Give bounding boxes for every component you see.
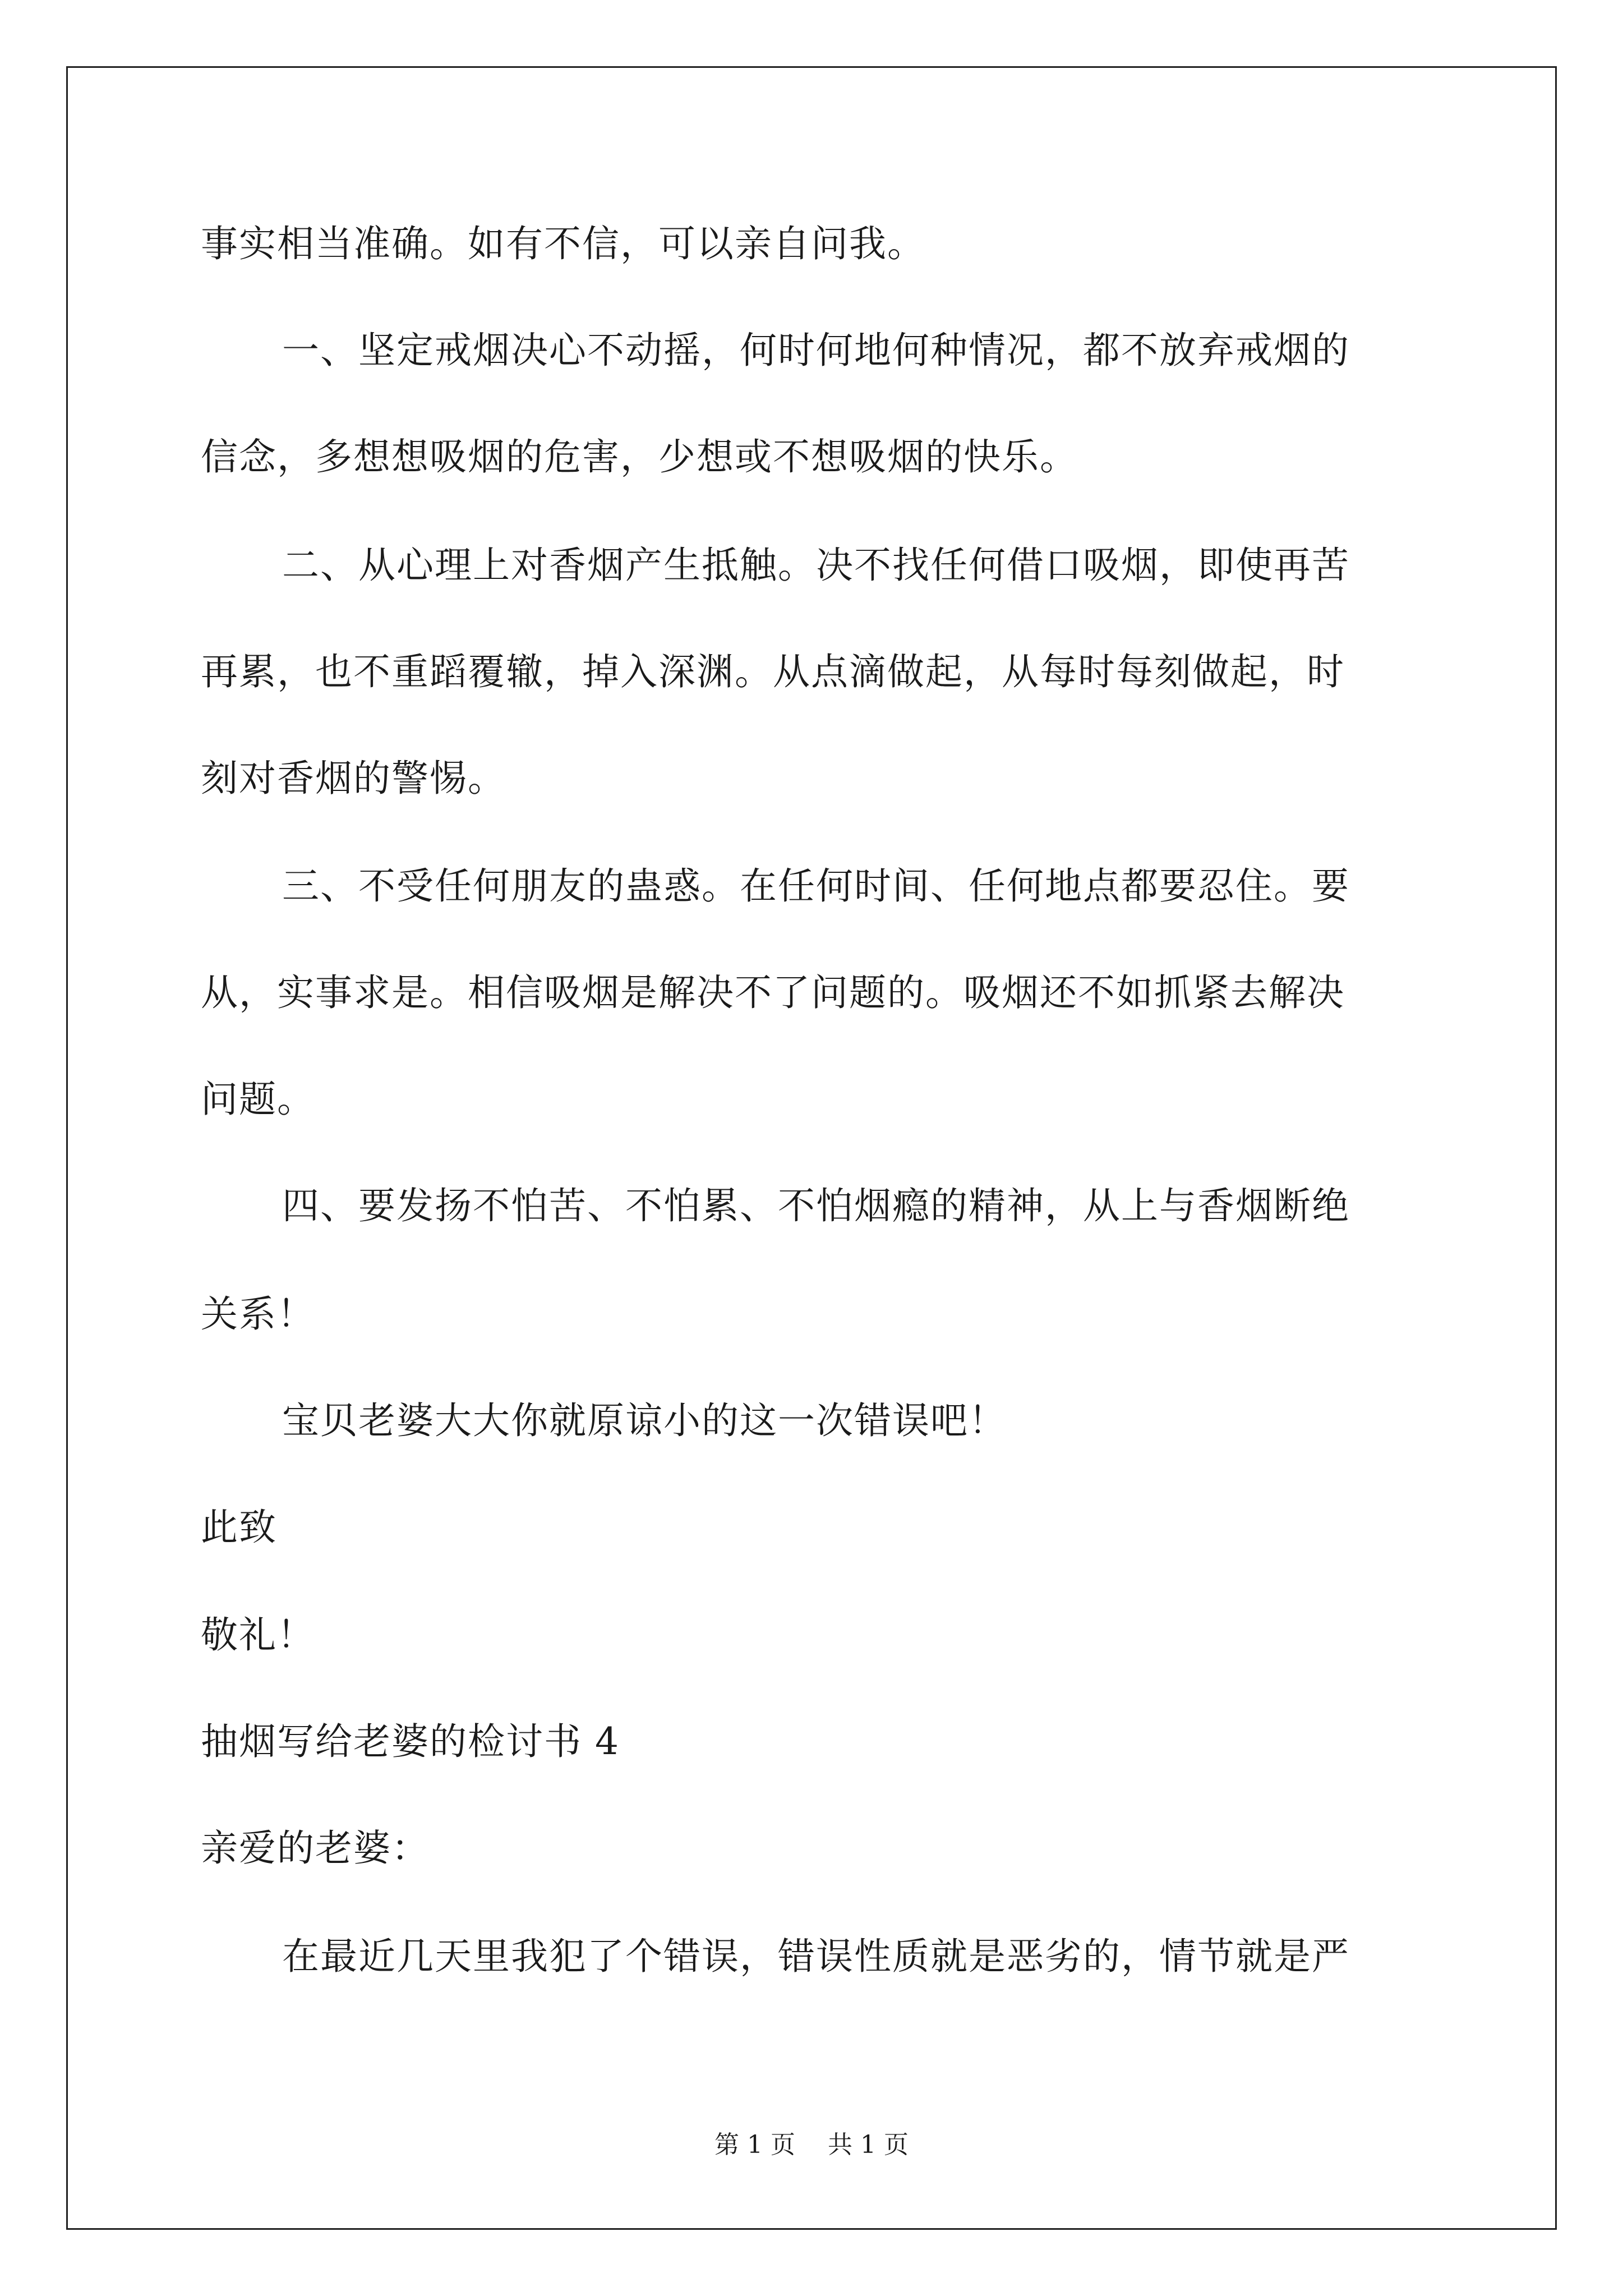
text-line-13: 此致 <box>201 1506 277 1549</box>
text-line-5: 再累，也不重蹈覆辙，掉入深渊。从点滴做起，从每时每刻做起，时 <box>201 650 1345 693</box>
text-line-4: 二、从心理上对香烟产生抵触。决不找任何借口吸烟，即使再苦 <box>282 544 1350 587</box>
text-line-8: 从，实事求是。相信吸烟是解决不了问题的。吸烟还不如抓紧去解决 <box>201 971 1345 1014</box>
page-number: 第 1 页 <box>714 2131 795 2159</box>
text-line-11: 关系！ <box>201 1292 315 1336</box>
text-line-1: 事实相当准确。如有不信，可以亲自问我。 <box>201 222 925 265</box>
text-line-6: 刻对香烟的警惕。 <box>201 757 506 800</box>
text-line-9: 问题。 <box>201 1078 315 1121</box>
text-line-2: 一、坚定戒烟决心不动摇，何时何地何种情况，都不放弃戒烟的 <box>282 329 1350 372</box>
page-footer <box>0 2128 1623 2162</box>
page-frame <box>66 66 1557 2230</box>
section-heading: 抽烟写给老婆的检讨书 4 <box>201 1720 620 1763</box>
text-line-17: 在最近几天里我犯了个错误，错误性质就是恶劣的，情节就是严 <box>282 1935 1350 1978</box>
text-line-10: 四、要发扬不怕苦、不怕累、不怕烟瘾的精神，从上与香烟断绝 <box>282 1184 1350 1227</box>
salutation: 亲爱的老婆： <box>201 1826 430 1870</box>
text-line-14: 敬礼！ <box>201 1613 315 1657</box>
text-line-7: 三、不受任何朋友的蛊惑。在任何时间、任何地点都要忍住。要 <box>282 864 1350 908</box>
page-total: 共 1 页 <box>828 2131 909 2159</box>
text-line-12: 宝贝老婆大大你就原谅小的这一次错误吧！ <box>282 1399 1007 1442</box>
text-line-3: 信念，多想想吸烟的危害，少想或不想吸烟的快乐。 <box>201 435 1078 478</box>
